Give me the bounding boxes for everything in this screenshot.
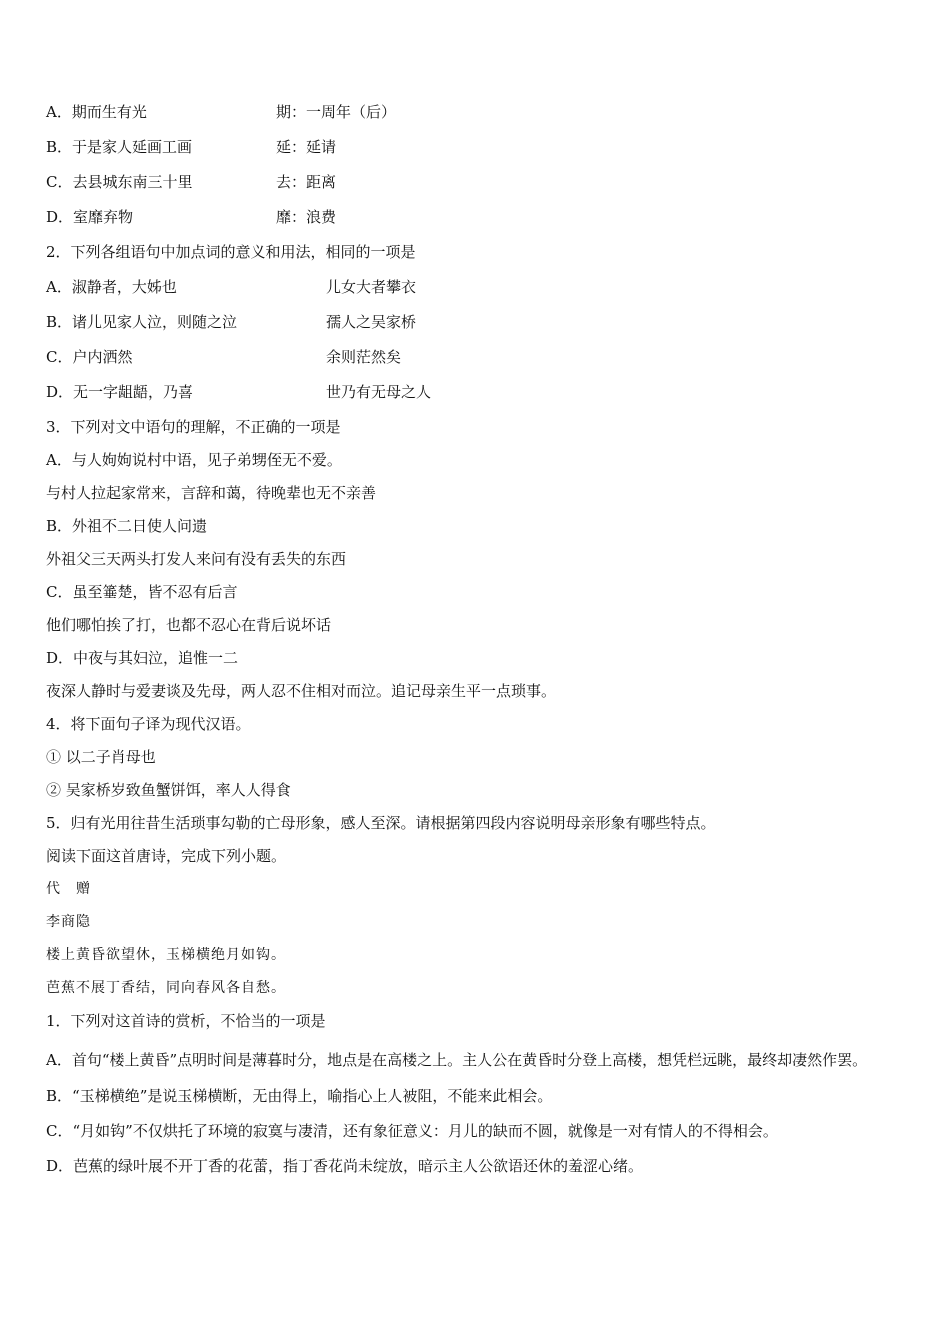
poem-line-1: 楼上黄昏欲望休，玉梯横绝月如钩。 [46,947,286,963]
q4-item-2: ② 吴家桥岁致鱼蟹饼饵，率人人得食 [46,781,291,799]
q4-stem: 4．将下面句子译为现代汉语。 [46,715,251,733]
q2-option-a-pair: 儿女大者攀衣 [326,278,417,296]
q2-option-a [46,271,902,306]
q2-option-d-pair: 世乃有无母之人 [326,383,432,401]
q1-option-a-text: A．期而生有光 [46,103,147,121]
poem-author: 李商隐 [46,914,91,930]
poem-q1-option-a: A．首句“楼上黄昏”点明时间是薄暮时分，地点是在高楼之上。主人公在黄昏时分登上高楼，想凭栏远眺，最终却凄然作罢。 [46,1051,868,1069]
q1-option-c-text: C．去县城东南三十里 [46,173,193,191]
q3-option-a-explanation: 与村人拉起家常来，言辞和蔼，待晚辈也无不亲善 [46,484,377,502]
q5-stem: 5．归有光用往昔生活琐事勾勒的亡母形象，感人至深。请根据第四段内容说明母亲形象有哪些特点。 [46,814,716,832]
document-page [46,96,902,1185]
q3-option-c: C．虽至箠楚，皆不忍有后言 [46,583,238,601]
poem-intro: 阅读下面这首唐诗，完成下列小题。 [46,847,287,865]
q2-option-b [46,306,902,341]
q1-option-b-gloss: 延：延请 [276,138,337,156]
q1-option-d-text: D．室靡弃物 [46,208,134,226]
q2-option-c-pair: 余则茫然矣 [326,348,402,366]
q2-option-b-text: B．诸儿见家人泣，则随之泣 [46,313,238,331]
poem-q1-option-c: C．“月如钩”不仅烘托了环境的寂寞与凄清，还有象征意义：月儿的缺而不圆，就像是一对有情人的不得相会。 [46,1122,778,1140]
q2-option-b-pair: 孺人之吴家桥 [326,313,417,331]
q1-option-b [46,131,902,166]
q3-option-d: D．中夜与其妇泣，追惟一二 [46,649,239,667]
q3-option-a: A．与人姁姁说村中语，见子弟甥侄无不爱。 [46,451,342,469]
q4-item-1: ① 以二子肖母也 [46,748,156,766]
q1-option-d-gloss: 靡：浪费 [276,208,337,226]
q2-option-c [46,341,902,376]
poem-q1-option-b: B．“玉梯横绝”是说玉梯横断，无由得上，喻指心上人被阻，不能来此相会。 [46,1087,553,1105]
q1-option-c [46,166,902,201]
poem-q1-stem: 1．下列对这首诗的赏析，不恰当的一项是 [46,1012,326,1030]
q2-option-c-text: C．户内洒然 [46,348,133,366]
q2-option-d-text: D．无一字龃龉，乃喜 [46,383,194,401]
q2-option-a-text: A．淑静者，大姊也 [46,278,177,296]
q1-option-c-gloss: 去：距离 [276,173,337,191]
q3-stem: 3．下列对文中语句的理解，不正确的一项是 [46,418,341,436]
poem-q1-option-d: D．芭蕉的绿叶展不开丁香的花蕾，指丁香花尚未绽放，暗示主人公欲语还休的羞涩心绪。 [46,1157,644,1175]
q2-stem: 2．下列各组语句中加点词的意义和用法，相同的一项是 [46,243,416,261]
poem-line-2: 芭蕉不展丁香结，同向春风各自愁。 [46,980,286,996]
q3-option-d-explanation: 夜深人静时与爱妻谈及先母，两人忍不住相对而泣。追记母亲生平一点琐事。 [46,682,557,700]
q3-option-c-explanation: 他们哪怕挨了打，也都不忍心在背后说坏话 [46,616,332,634]
q1-option-d [46,201,902,236]
q3-option-b-explanation: 外祖父三天两头打发人来问有没有丢失的东西 [46,550,347,568]
q1-option-a-gloss: 期：一周年（后） [276,103,397,121]
q1-option-b-text: B．于是家人延画工画 [46,138,193,156]
q1-option-a [46,96,902,131]
poem-title: 代 赠 [46,881,91,897]
q2-option-d [46,376,902,411]
q3-option-b: B．外祖不二日使人问遗 [46,517,208,535]
